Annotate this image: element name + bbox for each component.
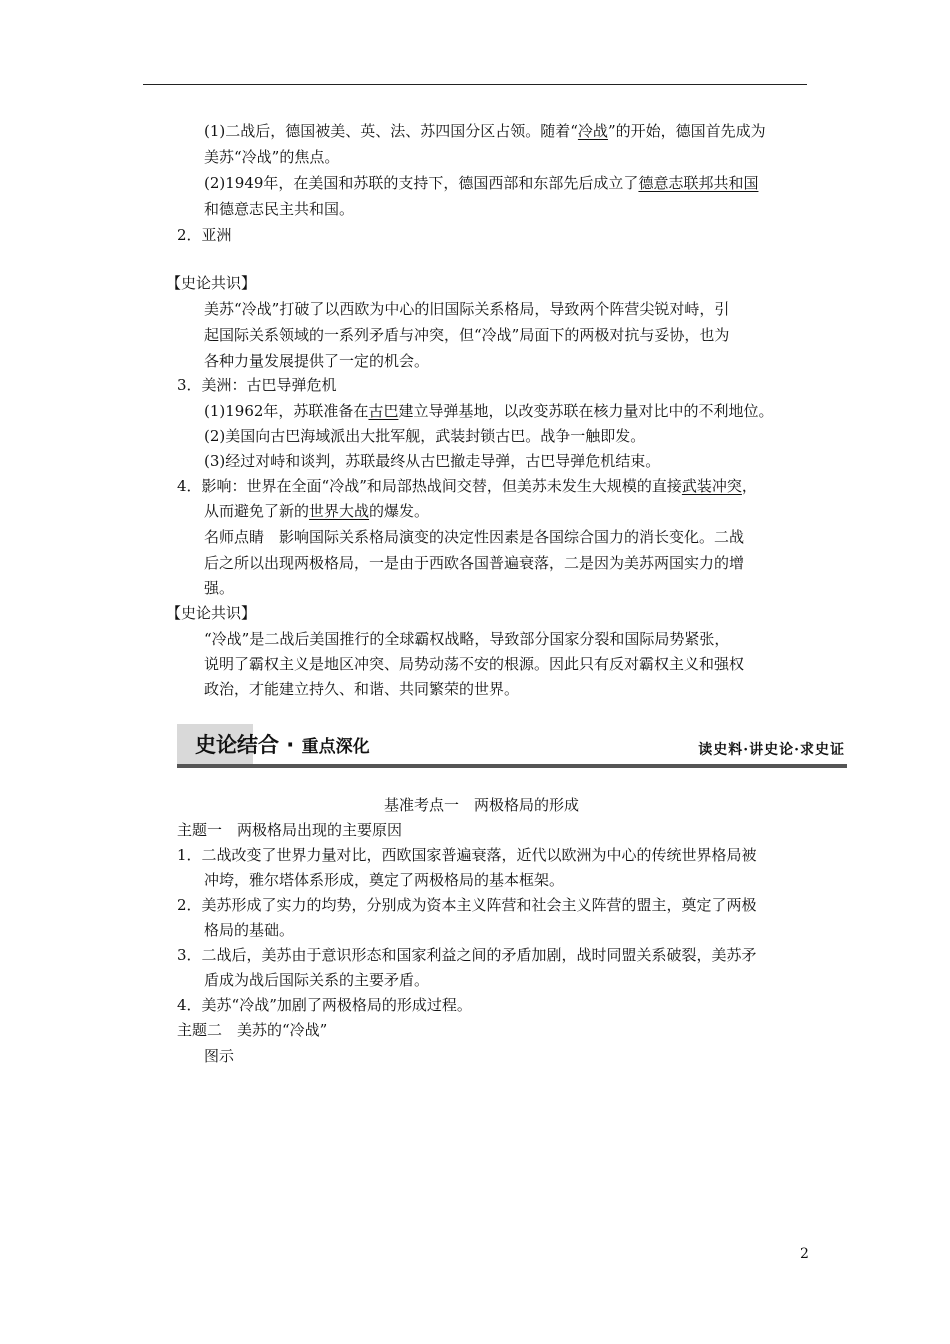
text-line [204,297,729,321]
text-run: “冷战”是二战后美国推行的全球霸权战略，导致部分国家分裂和国际局势紧张， [204,630,730,648]
text-run: 主题二 美苏的“冷战” [177,1021,328,1039]
text-line [204,868,564,892]
text-run: 美苏“冷战”打破了以西欧为中心的旧国际关系格局，导致两个阵营尖锐对峙，引 [204,300,730,318]
underlined-term: 冷战 [577,122,608,140]
text-line [204,677,519,701]
underlined-term: 德意志联邦共和国 [638,174,759,192]
text-line [177,843,757,867]
text-run: 3．美洲：古巴导弹危机 [177,376,337,394]
text-run: 2．亚洲 [177,226,232,244]
text-line [177,818,402,842]
banner-title-main: 史论结合 [195,733,279,757]
text-run: 和德意志民主共和国。 [204,200,355,218]
text-run: 3．二战后，美苏由于意识形态和国家利益之间的矛盾加剧，战时同盟关系破裂，美苏矛 [177,946,757,964]
text-run: 各种力量发展提供了一定的机会。 [204,352,430,370]
text-run: 【史论共识】 [166,604,257,622]
text-run: 基准考点一 两极格局的形成 [384,796,580,814]
text-line [204,652,744,676]
banner-title [195,730,370,762]
text-line [204,449,660,473]
text-line [204,119,766,143]
section-heading [384,793,579,817]
text-line [204,145,339,169]
text-line [204,424,645,448]
banner-rule [177,764,847,768]
text-run: (2)美国向古巴海域派出大批军舰，武装封锁古巴。战争一触即发。 [204,427,646,445]
page-number: 2 [800,1246,809,1262]
text-run: 盾成为战后国际关系的主要矛盾。 [204,971,430,989]
text-line [204,499,429,523]
text-run: 冲垮，雅尔塔体系形成，奠定了两极格局的基本框架。 [204,871,565,889]
text-run: (3)经过对峙和谈判，苏联最终从古巴撤走导弹，古巴导弹危机结束。 [204,452,661,470]
text-run: 名师点睛 影响国际关系格局演变的决定性因素是各国综合国力的消长变化。二战 [204,528,745,546]
text-line [204,551,744,575]
text-run: 格局的基础。 [204,921,295,939]
banner-title-dot: · [279,733,302,757]
text-line [204,1044,234,1068]
text-run: 【史论共识】 [166,274,257,292]
header-rule [143,84,807,85]
text-run: ”的开始，德国首先成为 [607,122,766,140]
text-line [177,373,337,397]
text-run: 从而避免了新的 [204,502,310,520]
text-line [204,918,294,942]
text-run: 说明了霸权主义是地区冲突、局势动荡不安的根源。因此只有反对霸权主义和强权 [204,655,745,673]
text-line [177,943,757,967]
text-run: (1)1962年，苏联准备在 [204,402,369,420]
text-line [204,627,729,651]
text-run: 政治，才能建立持久、和谐、共同繁荣的世界。 [204,680,520,698]
text-line [204,349,429,373]
text-line [177,893,757,917]
text-run: 2．美苏形成了实力的均势，分别成为资本主义阵营和社会主义阵营的盟主，奠定了两极 [177,896,757,914]
text-run: 4．影响：世界在全面“冷战”和局部热战间交替，但美苏未发生大规模的直接 [177,477,682,495]
text-line [204,197,354,221]
text-run: 起国际关系领域的一系列矛盾与冲突，但“冷战”局面下的两极对抗与妥协，也为 [204,326,730,344]
underlined-term: 武装冲突 [681,477,742,495]
text-line [166,271,256,295]
text-line [204,399,773,423]
text-run: (1)二战后，德国被美、英、法、苏四国分区占领。随着“ [204,122,578,140]
text-line [204,171,758,195]
text-run: 美苏“冷战”的焦点。 [204,148,340,166]
section-banner [177,724,847,770]
text-run: 图示 [204,1047,235,1065]
text-line [204,323,729,347]
text-line [204,525,744,549]
text-run: (2)1949年，在美国和苏联的支持下，德国西部和东部先后成立了 [204,174,639,192]
text-run: 1．二战改变了世界力量对比，西欧国家普遍衰落，近代以欧洲为中心的传统世界格局被 [177,846,757,864]
text-run: ， [741,477,757,495]
text-line [177,223,232,247]
text-line [166,601,256,625]
text-run: 的爆发。 [369,502,430,520]
banner-subtitle: 重点深化 [301,737,370,757]
text-run: 强。 [204,579,235,597]
banner-motto: 读史料·讲史论·求史证 [698,742,845,758]
text-line [177,1018,327,1042]
text-run: 主题一 两极格局出现的主要原因 [177,821,403,839]
text-line [204,576,234,600]
underlined-term: 古巴 [368,402,399,420]
text-run: 建立导弹基地，以改变苏联在核力量对比中的不利地位。 [398,402,774,420]
text-run: 后之所以出现两极格局，一是由于西欧各国普遍衰落，二是因为美苏两国实力的增 [204,554,745,572]
text-run: 4．美苏“冷战”加剧了两极格局的形成过程。 [177,996,472,1014]
underlined-term: 世界大战 [309,502,370,520]
text-line [177,474,757,498]
text-line [204,968,429,992]
text-line [177,993,472,1017]
